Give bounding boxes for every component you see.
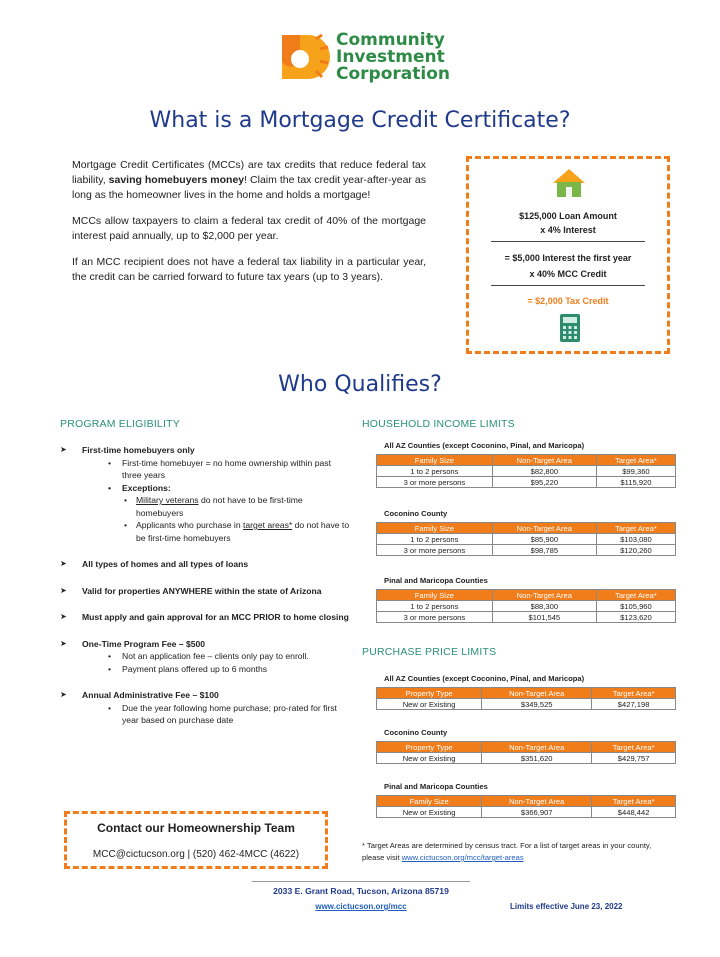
income-table-3: Family Size Non-Target Area Target Area* 1 to 2 persons $88,300 $105,960 3 or more persons $101,545 $123,620	[376, 589, 676, 623]
income-table-3-caption: Pinal and Maricopa Counties	[384, 576, 488, 585]
table-row: 1 to 2 persons $82,800 $99,360	[377, 466, 676, 477]
credit-example-box	[466, 156, 670, 354]
eligibility-list	[60, 444, 350, 741]
purchase-table-2: Property Type Non-Target Area Target Area* New or Existing $351,620 $429,757	[376, 741, 676, 764]
footer-divider	[252, 881, 470, 882]
who-qualifies-title: Who Qualifies?	[278, 372, 442, 397]
income-table-1: Family Size Non-Target Area Target Area* 1 to 2 persons $82,800 $99,360 3 or more persons $95,220 $115,920	[376, 454, 676, 488]
table-row: 3 or more persons $95,220 $115,920	[377, 477, 676, 488]
logo	[278, 28, 450, 86]
income-table-2-caption: Coconino County	[384, 509, 448, 518]
table-row: 3 or more persons $98,785 $120,260	[377, 545, 676, 556]
list-item: ➤ Valid for properties ANYWHERE within the state of Arizona	[60, 585, 322, 596]
calc-result: = $2,000 Tax Credit	[527, 296, 609, 306]
house-icon	[552, 167, 586, 199]
arrow-bullet-icon: ➤	[60, 559, 67, 568]
intro-paragraph-1: Mortgage Credit Certificates (MCCs) are tax credits that reduce federal tax liability, saving homebuyers money! Claim the tax credit year-after-year as long as the homeowner lives in the home and holds a mortgage!	[72, 159, 426, 201]
calc-mcc: x 40% MCC Credit	[529, 269, 607, 279]
income-table-1-caption: All AZ Counties (except Coconino, Pinal, and Maricopa)	[384, 441, 585, 450]
arrow-bullet-icon: ➤	[60, 585, 67, 595]
contact-box	[64, 811, 328, 869]
income-table-2: Family Size Non-Target Area Target Area* 1 to 2 persons $85,900 $103,080 3 or more persons $98,785 $120,260	[376, 522, 676, 556]
table-row: 3 or more persons $101,545 $123,620	[377, 612, 676, 623]
page-title: What is a Mortgage Credit Certificate?	[149, 108, 571, 133]
calc-loan: $125,000 Loan Amount	[519, 211, 617, 221]
purchase-heading: PURCHASE PRICE LIMITS	[362, 646, 497, 658]
logo-line-2: Investment	[336, 46, 445, 67]
table-row: New or Existing $351,620 $429,757	[377, 753, 676, 764]
list-item: ➤ Must apply and gain approval for an MCC PRIOR to home closing	[60, 612, 349, 622]
arrow-bullet-icon: ➤	[60, 690, 67, 699]
contact-title: Contact our Homeownership Team	[97, 821, 295, 835]
limits-effective-date: Limits effective June 23, 2022	[510, 902, 623, 911]
purchase-table-3-caption: Pinal and Maricopa Counties	[384, 782, 488, 791]
purchase-table-1: Property Type Non-Target Area Target Area* New or Existing $349,525 $427,198	[376, 687, 676, 710]
footer-address: 2033 E. Grant Road, Tucson, Arizona 85719	[273, 886, 449, 896]
target-areas-link[interactable]: www.cictucson.org/mcc/target-areas	[401, 853, 524, 862]
contact-details[interactable]: MCC@cictucson.org | (520) 462-4MCC (4622)	[92, 849, 300, 860]
logo-line-3: Corporation	[336, 63, 450, 84]
table-row: 1 to 2 persons $88,300 $105,960	[377, 601, 676, 612]
arrow-bullet-icon: ➤	[60, 612, 67, 621]
arrow-bullet-icon: ➤	[60, 445, 67, 454]
footer-url-link[interactable]: www.cictucson.org/mcc	[315, 902, 407, 911]
table-row: 1 to 2 persons $85,900 $103,080	[377, 534, 676, 545]
calculator-icon	[559, 313, 581, 343]
eligibility-heading: PROGRAM ELIGIBILITY	[60, 418, 180, 430]
intro-text	[72, 158, 426, 296]
logo-line-1: Community	[336, 29, 445, 50]
purchase-table-2-caption: Coconino County	[384, 728, 448, 737]
sun-logo-icon	[278, 31, 330, 83]
list-item: ➤ First-time homebuyers only • First-time homebuyer = no home ownership within past three years • Exceptions: • Military veterans do not have to be first-time homebuyers • Applicants who purchase in target areas* do not have to be first-time homebuyers	[60, 444, 350, 544]
calc-rate: x 4% Interest	[540, 225, 596, 235]
list-item: ➤ One-Time Program Fee – $500 • Not an application fee – clients only pay to enroll. • Payment plans offered up to 6 months	[60, 638, 350, 676]
calc-interest: = $5,000 Interest the first year	[504, 253, 632, 263]
target-area-footnote: * Target Areas are determined by census tract. For a list of target areas in your county, please visit www.cictucson.org/mcc/target-areas	[362, 841, 652, 862]
table-row: New or Existing $349,525 $427,198	[377, 699, 676, 710]
list-item: ➤ All types of homes and all types of loans	[60, 559, 249, 569]
table-row: New or Existing $366,907 $448,442	[377, 807, 676, 818]
purchase-table-1-caption: All AZ Counties (except Coconino, Pinal, and Maricopa)	[384, 674, 585, 683]
income-heading: HOUSEHOLD INCOME LIMITS	[362, 418, 515, 430]
arrow-bullet-icon: ➤	[60, 638, 67, 648]
intro-paragraph-2: MCCs allow taxpayers to claim a federal tax credit of 40% of the mortgage interest paid annually, up to $2,000 per year.	[72, 215, 426, 242]
list-item: ➤ Annual Administrative Fee – $100 • Due the year following home purchase; pro-rated for first year based on purchase date	[60, 689, 350, 727]
intro-paragraph-3: If an MCC recipient does not have a federal tax liability in a particular year, the credit can be carried forward to future tax years (up to 3 years).	[72, 256, 426, 283]
purchase-table-3: Family Size Non-Target Area Target Area* New or Existing $366,907 $448,442	[376, 795, 676, 818]
